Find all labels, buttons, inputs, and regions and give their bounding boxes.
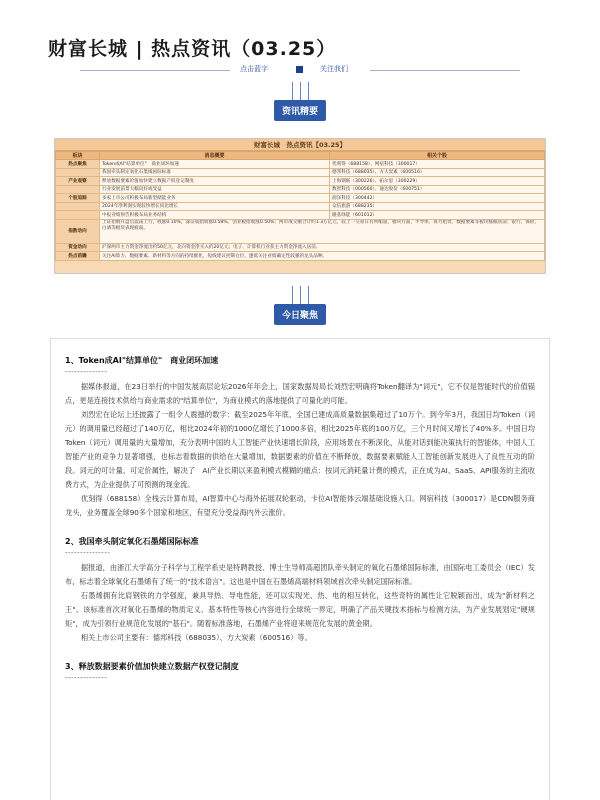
table-cell: 优刻得（688158）、网宿科技（300017） [330,160,545,169]
section-title: 3、释放数据要素价值加快建立数据产权登记制度 [65,662,239,671]
table-cell: 关注AI算力、数据要素、新材料等方向的持续催化，短线建议控制仓位，逢低关注业绩确定性较强的龙头品种。 [100,252,545,261]
table-cell: Token成AI"结算单位" 商业闭环加速 [100,160,330,169]
table-cell [56,211,100,220]
divider-line [80,70,230,71]
section-divider: -------------- [65,674,108,682]
table-row [56,185,545,194]
summary-table-image [54,138,546,274]
section-divider: -------------- [65,368,108,376]
table-cell: 行业发展前景大幅向好或受益 [100,185,330,194]
paragraph: 相关上市公司主要有：德邦科技（688035）、方大炭素（600516）等。 [80,633,312,642]
summary-badge [274,82,326,121]
table-cell: 上海钢联（300226）、拓尔思（300229） [330,177,545,186]
summary-table [55,151,545,261]
table-cell: 中报业绩预告积极布局业务结构 [100,211,330,220]
table-row [56,202,545,211]
table-cell: 上证指数开盘后震荡上行，收涨0.10%，深证成指收涨0.58%，创业板指收涨0.50%；两市成交额合计约1.3万亿元，较上一交易日有所缩量。板块方面，半导体、算力租赁、数据要素等板块涨幅居前；银行、保险、白酒等板块表现疲弱。 [100,219,545,243]
summary-badge-label: 资讯精要 [274,100,326,121]
table-row [56,177,545,186]
column-header: 消息概要 [100,152,330,160]
table-cell: 2024年净利润实现较快增长同比增长 [100,202,330,211]
table-cell: 润泽科技（300442） [330,194,545,203]
table-cell: 多家上市公司积极布局新型储能业务 [100,194,330,203]
summary-table-title: 财富长城 热点资讯【03.25】 [55,139,545,151]
paragraph: 据媒体报道，在23日举行的中国发展高层论坛2026年年会上，国家数据局局长刘烈宏明确将Token翻译为"词元"，它不仅是智能时代的价值锚点，更是连接技术供给与商业需求的"结算单位"，为商业模式的落地提供了可量化的可能。 [65,382,535,405]
column-header: 相关个股 [330,152,545,160]
click-blue-text-link[interactable]: 点击蓝字 [240,65,268,73]
table-row [56,160,545,169]
paragraph: 优刻得（688158）全栈云计算布局，AI智算中心与海外拓展双轮驱动，卡位AI智能体云端基础设施入口。网宿科技（300017）是CDN服务商龙头，业务覆盖全球90多个国家和地区，有望充分受益海内外云涨价。 [65,494,535,517]
table-cell: 我国牵头制定氧化石墨烯国际标准 [100,168,330,177]
table-cell: 资金动向 [56,243,100,252]
table-cell: 产业观察 [56,177,100,186]
table-row [56,252,545,261]
table-row [56,219,545,243]
table-cell: 数智科技（000560）、通达股份（600751） [330,185,545,194]
follow-us-link[interactable]: 关注我们 [320,65,348,73]
table-cell: 释放数据要素价值加快建立数据产权登记制度 [100,177,330,186]
table-row [56,243,545,252]
table-cell: 热点聚焦 [56,160,100,169]
table-row [56,211,545,220]
table-cell: 个股追踪 [56,194,100,203]
table-cell: 隆基绿能（601012） [330,211,545,220]
divider-line [370,70,520,71]
paragraph: 石墨烯拥有比肩钢铁的力学强度，兼具导热、导电性能，还可以实现光、热、电的相互转化，这些奇特的属性让它脱颖而出，成为"新材料之王"。该标准首次对氧化石墨烯的物质定义、基本特性等核心内容进行全球统一界定，明确了产品关键技术指标与检测方法，为产业发展划定"硬规矩"，成为引领行业规范化发展的"基石"。随着标准落地，石墨烯产业将迎来规范化发展的黄金期。 [65,591,535,628]
table-cell: 德邦科技（688035）、方大炭素（600516） [330,168,545,177]
today-badge [274,286,326,325]
table-cell [56,185,100,194]
table-cell: 众信旅游（688235） [330,202,545,211]
table-cell: 热点前瞻 [56,252,100,261]
table-cell: 沪深两市主力资金净流出约50亿元，北向资金净买入约20亿元；电子、计算机行业获主力资金净流入居前。 [100,243,545,252]
page-title: 财富长城 | 热点资讯（03.25） [48,38,337,60]
section-title: 2、我国牵头制定氧化石墨烯国际标准 [65,537,199,546]
table-row [56,168,545,177]
square-icon [296,66,303,73]
table-row [56,194,545,203]
today-badge-label: 今日聚焦 [274,304,326,325]
table-cell: 指数动向 [56,219,100,243]
section-title: 1、Token成AI"结算单位" 商业闭环加速 [65,356,219,365]
paragraph: 刘烈宏在论坛上还披露了一组令人震撼的数字：截至2025年年底，全国已建成高质量数据集超过了10万个。到今年3月，我国日均Token（词元）的调用量已经超过了140万亿，相比2024年初的1000亿增长了1000多倍，相比2025年底的100万亿，三个月时间又增长了40%多。中国日均Token（词元）调用量的大量增加，充分表明中国的人工智能产业快速增长阶段，应用场景在不断深化，从能对话到能决策执行的智能体，中国人工智能产业的竞争力显著增强，也标志着数据的供给在大量增加，数据要素的价值在不断释放，数据要素赋能人工智能创新发展进入了良性互动的阶段。词元的可计量、可定价属性，解决了 AI产业长期以来盈利模式模糊的痛点：按词元消耗量计费的模式，正在成为AI、SaaS、API服务的主流收费方式，为企业提供了可预测的现金流。 [65,410,535,489]
follow-bar [80,64,520,76]
table-cell [56,202,100,211]
paragraph: 据报道，由浙江大学高分子科学与工程学系史是特聘教授、博士生导师高超团队牵头制定的氧化石墨烯国际标准，由国际电工委员会（IEC）发布，标志着全球氧化石墨烯有了统一的"技术语言"。这也是中国在石墨烯高端材料领域首次牵头制定国际标准。 [65,563,535,586]
article-body [50,338,550,800]
table-cell [56,168,100,177]
column-header: 板块 [56,152,100,160]
section-divider: --------------- [65,549,111,557]
